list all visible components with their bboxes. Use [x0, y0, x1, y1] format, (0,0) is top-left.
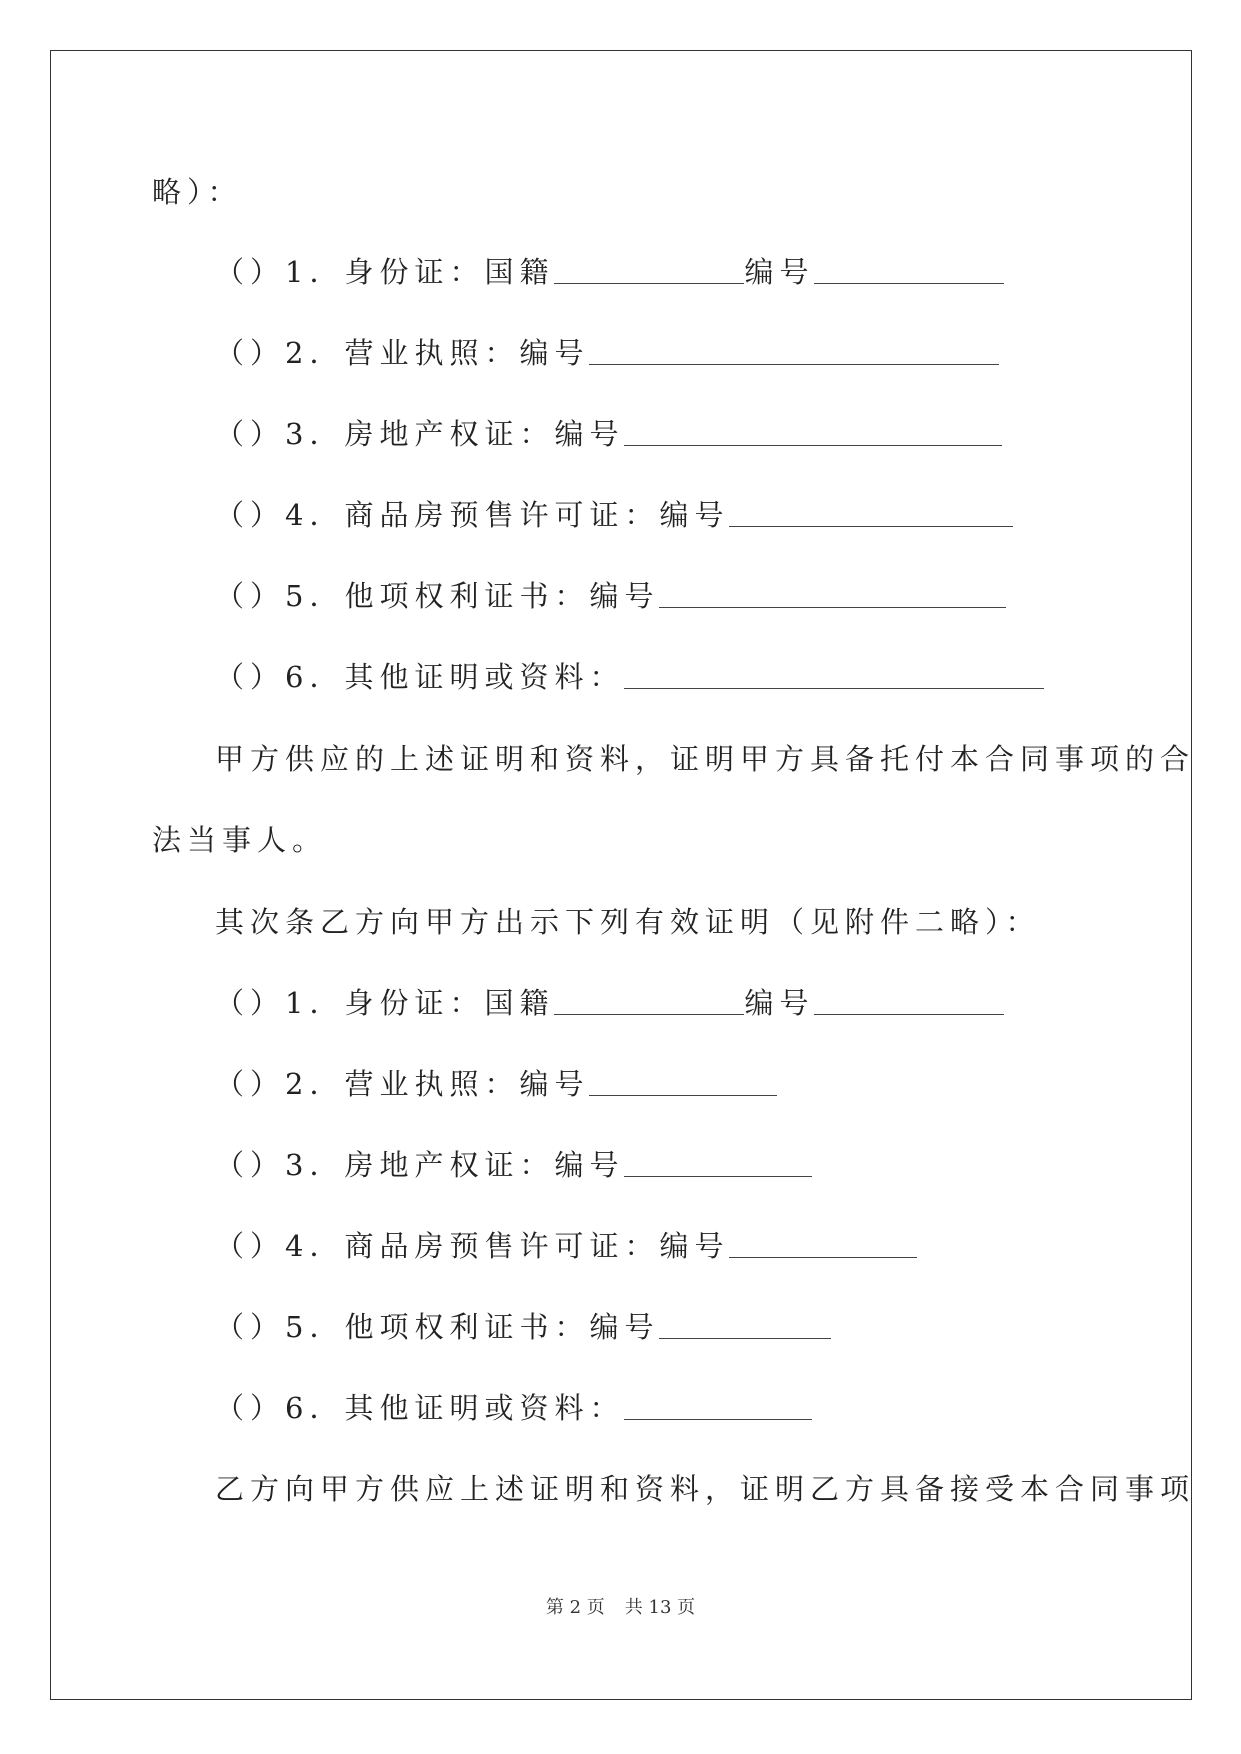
- item-label: （）6．其他证明或资料：: [215, 1391, 625, 1425]
- list-item: [215, 333, 999, 373]
- item-label: （）1．身份证：国籍: [215, 986, 555, 1020]
- fill-blank: [659, 1312, 831, 1339]
- item-label: （）4．商品房预售许可证：编号: [215, 498, 730, 532]
- text-fragment: 略）：: [152, 175, 243, 209]
- fill-blank: [554, 988, 744, 1015]
- item-label: （）5．他项权利证书：编号: [215, 1310, 660, 1344]
- text-line: [215, 902, 1041, 942]
- item-label: （）2．营业执照：编号: [215, 336, 590, 370]
- text-line: [215, 1469, 1195, 1509]
- list-item: [215, 983, 1004, 1023]
- item-label: （）6．其他证明或资料：: [215, 660, 625, 694]
- list-item: [215, 657, 1044, 697]
- item-label: （）5．他项权利证书：编号: [215, 579, 660, 613]
- item-label: （）3．房地产权证：编号: [215, 1148, 625, 1182]
- list-item: [215, 414, 1002, 454]
- fill-blank: [659, 581, 1006, 608]
- item-label: （）3．房地产权证：编号: [215, 417, 625, 451]
- text-line: [152, 172, 243, 212]
- page-border: [50, 50, 1192, 1700]
- fill-blank: [729, 500, 1013, 527]
- list-item: [215, 495, 1013, 535]
- text-line: [215, 739, 1195, 779]
- text-fragment: 其次条乙方向甲方出示下列有效证明（见附件二略）：: [215, 905, 1041, 939]
- page-footer: [0, 1593, 1241, 1619]
- fill-blank: [589, 338, 999, 365]
- total-pages: 共 13 页: [624, 1597, 696, 1618]
- page-number: 第 2 页: [545, 1597, 605, 1618]
- fill-blank: [624, 1393, 812, 1420]
- list-item: [215, 1064, 777, 1104]
- fill-blank: [589, 1069, 777, 1096]
- fill-blank: [624, 1150, 812, 1177]
- fill-blank: [624, 419, 1002, 446]
- list-item: [215, 252, 1004, 292]
- item-label: 编号: [744, 986, 815, 1020]
- list-item: [215, 1307, 831, 1347]
- item-label: 编号: [744, 255, 815, 289]
- fill-blank: [624, 662, 1044, 689]
- text-fragment: 乙方向甲方供应上述证明和资料，证明乙方具备接受本合同事项: [215, 1472, 1196, 1506]
- list-item: [215, 1145, 812, 1185]
- fill-blank: [814, 988, 1004, 1015]
- fill-blank: [554, 257, 744, 284]
- list-item: [215, 1226, 917, 1266]
- text-line: [152, 820, 327, 860]
- item-label: （）4．商品房预售许可证：编号: [215, 1229, 730, 1263]
- item-label: （）1．身份证：国籍: [215, 255, 555, 289]
- text-fragment: 法当事人。: [152, 823, 328, 857]
- list-item: [215, 1388, 812, 1428]
- text-fragment: 甲方供应的上述证明和资料，证明甲方具备托付本合同事项的合: [215, 742, 1196, 776]
- fill-blank: [814, 257, 1004, 284]
- item-label: （）2．营业执照：编号: [215, 1067, 590, 1101]
- fill-blank: [729, 1231, 917, 1258]
- list-item: [215, 576, 1006, 616]
